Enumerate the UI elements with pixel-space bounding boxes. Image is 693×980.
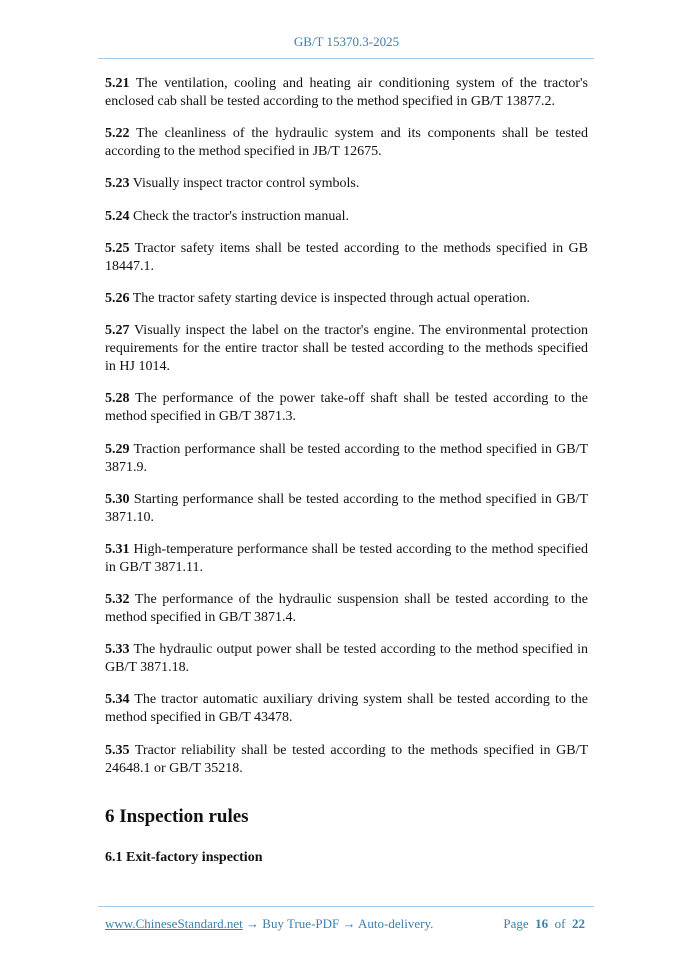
clause-paragraph (105, 591, 588, 627)
clause-text: The tractor automatic auxiliary driving system shall be tested according to the method specified in GB/T 43478. (105, 692, 588, 726)
clause-text: The cleanliness of the hydraulic system and its components shall be tested according to the method specified in JB/T 12675. (105, 126, 589, 160)
clause-paragraph (105, 75, 588, 111)
clause-paragraph (105, 491, 588, 527)
clause-text: The ventilation, cooling and heating air conditioning system of the tractor's enclosed cab shall be tested according to the method specified in GB/T 13877.2. (105, 76, 588, 109)
footer-text: → Buy True-PDF → Auto-delivery. (242, 916, 434, 931)
clause-number: 5.35 (105, 742, 130, 758)
clause-paragraph (105, 322, 588, 376)
clause-paragraph (105, 641, 588, 677)
clause-paragraph (105, 175, 588, 193)
clause-text: Starting performance shall be tested according to the method specified in GB/T 3871.10. (105, 491, 588, 525)
clause-paragraph (105, 390, 588, 426)
document-body (105, 75, 588, 792)
subsection-heading: 6.1 Exit-factory inspection (105, 850, 263, 865)
clause-paragraph (105, 240, 588, 276)
clause-number: 5.33 (105, 642, 130, 658)
clause-paragraph (105, 208, 588, 226)
page-number: Page 16 of 22 (503, 916, 585, 931)
clause-text: Tractor safety items shall be tested according to the methods specified in GB 18447.1. (105, 240, 588, 274)
clause-text: Visually inspect tractor control symbols. (132, 176, 360, 192)
clause-number: 5.21 (105, 76, 130, 91)
clause-text: Traction performance shall be tested according to the method specified in GB/T 3871.9. (105, 441, 588, 475)
clause-number: 5.27 (105, 323, 130, 339)
clause-text: The tractor safety starting device is inspected through actual operation. (132, 290, 531, 306)
clause-paragraph (105, 441, 588, 477)
clause-text: High-temperature performance shall be tested according to the method specified in GB/T 3871.11. (105, 541, 589, 575)
clause-paragraph (105, 541, 588, 577)
clause-number: 5.23 (105, 176, 130, 192)
running-header: GB/T 15370.3-2025 (293, 34, 400, 49)
clause-text: The performance of the hydraulic suspension shall be tested according to the method specified in GB/T 3871.4. (105, 592, 589, 626)
clause-number: 5.22 (105, 126, 130, 142)
footer-divider (98, 906, 594, 907)
clause-number: 5.34 (105, 692, 130, 708)
clause-text: Check the tractor's instruction manual. (133, 208, 349, 224)
clause-number: 5.28 (105, 391, 130, 407)
clause-number: 5.24 (105, 208, 130, 224)
footer (105, 916, 585, 932)
clause-paragraph (105, 125, 588, 161)
clause-paragraph (105, 290, 588, 308)
clause-paragraph (105, 691, 588, 727)
clause-text: Tractor reliability shall be tested according to the methods specified in GB/T 24648.1 or GB/T 35218. (105, 742, 588, 776)
clause-text: The hydraulic output power shall be tested according to the method specified in GB/T 3871.18. (105, 642, 588, 676)
clause-text: Visually inspect the label on the tractor's engine. The environmental protection requirements for the entire tractor shall be tested according to the methods specified in HJ 1014. (105, 323, 588, 375)
clause-text: The performance of the power take-off shaft shall be tested according to the method specified in GB/T 3871.3. (105, 391, 588, 425)
clause-number: 5.31 (105, 541, 130, 557)
section-heading: 6 Inspection rules (105, 806, 249, 827)
clause-number: 5.30 (105, 491, 130, 507)
clause-number: 5.32 (105, 592, 130, 608)
clause-number: 5.25 (105, 240, 130, 256)
website-link[interactable]: www.ChineseStandard.net (105, 916, 243, 931)
clause-paragraph (105, 742, 588, 778)
header-divider (98, 58, 594, 59)
clause-number: 5.26 (105, 290, 130, 306)
clause-number: 5.29 (105, 441, 130, 457)
